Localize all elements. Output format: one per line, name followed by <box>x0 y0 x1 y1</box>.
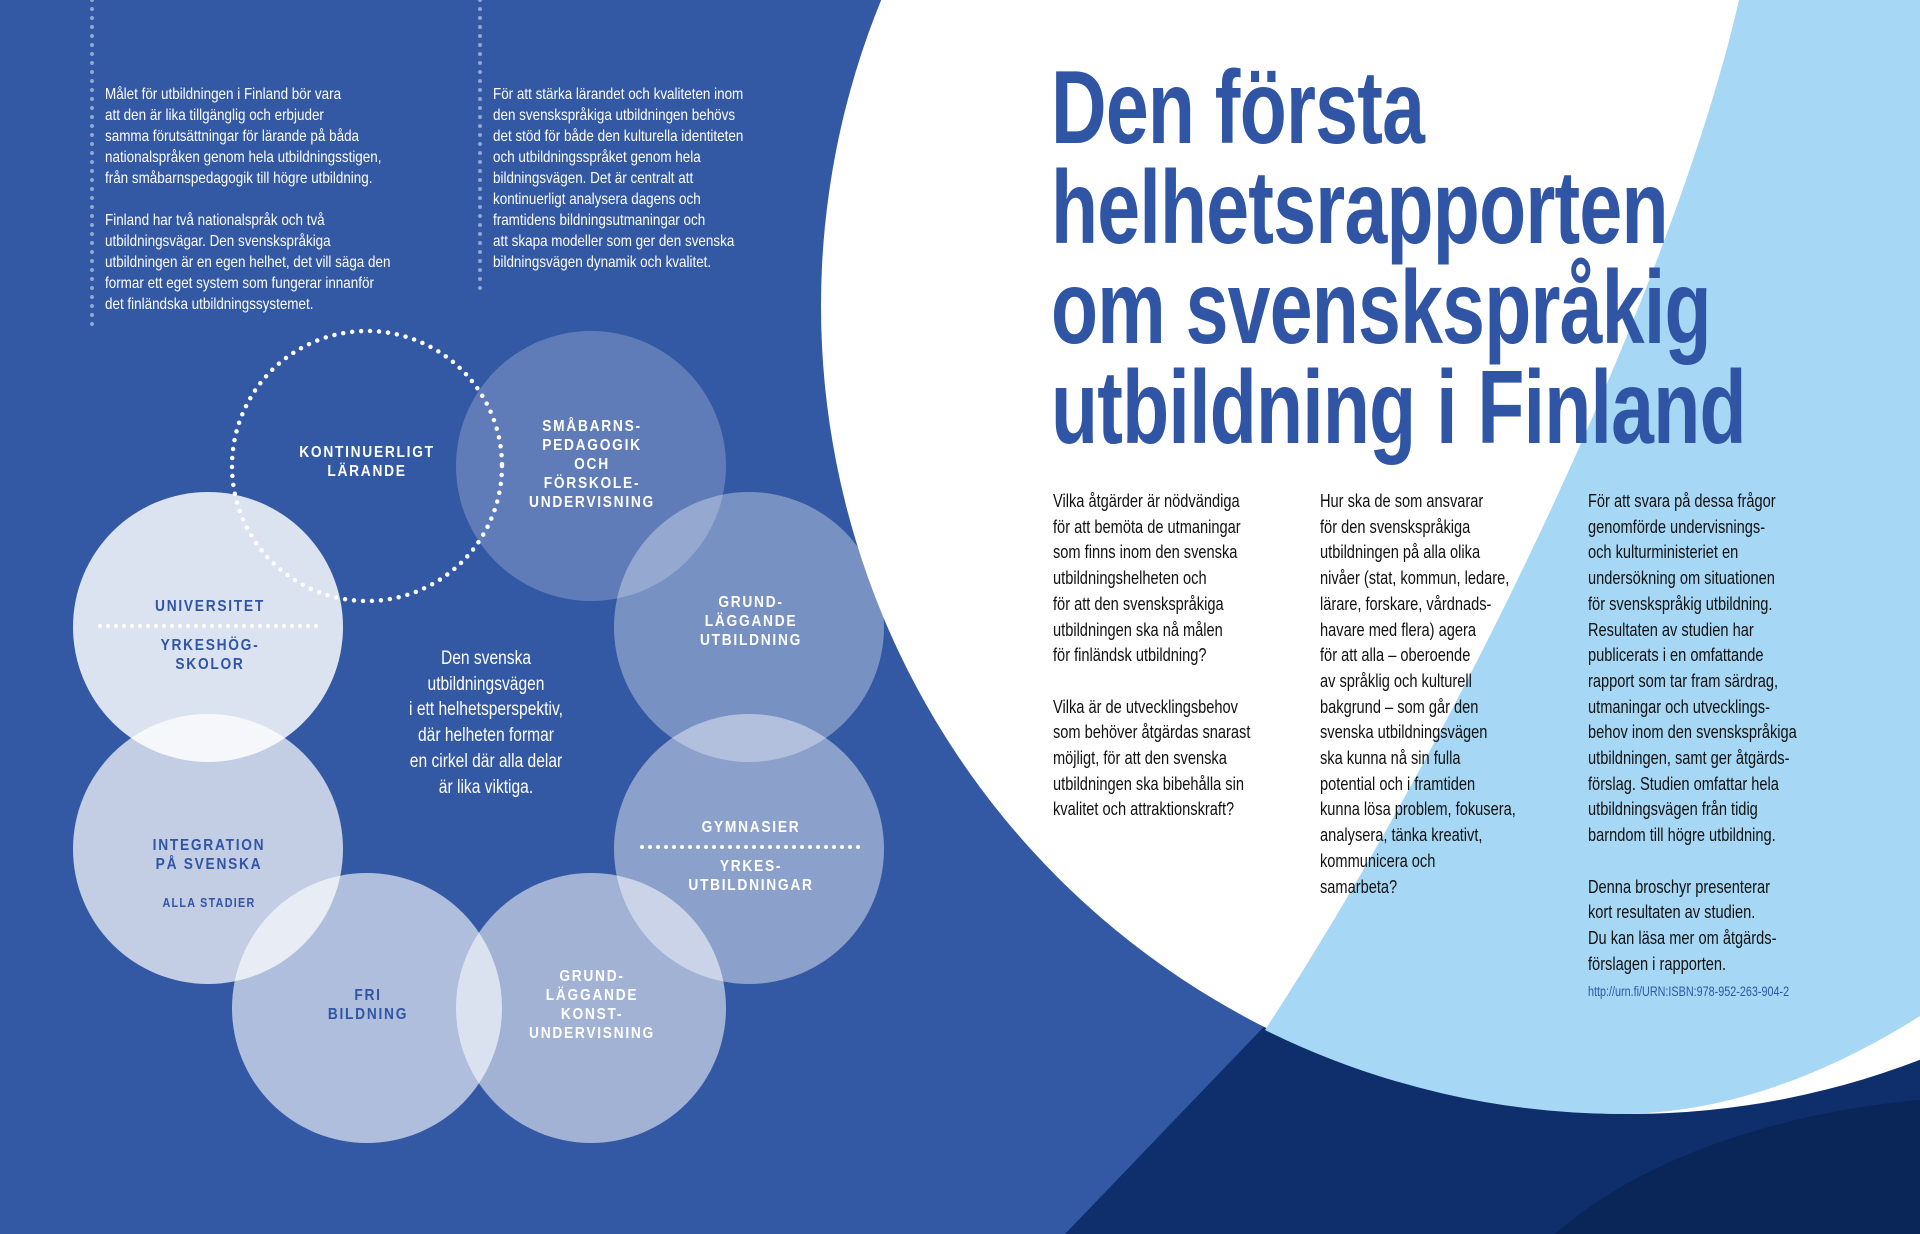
intro-text-left: Målet för utbildningen i Finland bör vara att den är lika tillgänglig och erbjuder samma förutsättningar för lärande på båda nationalspråken genom hela utbildningsstigen, från småbarnspedagogik till högre utbildning. Finland har två nationalspråk och två utbildningsvägar. Den svenskspråkiga utbildningen är en egen helhet, det vill säga den formar ett eget system som fungerar innanför det finländska utbildningssystemet. <box>105 86 391 313</box>
text-column-1: Vilka åtgärder är nödvändiga för att bemöta de utmaningar som finns inom den svenska utbildningshelheten och för att den svenskspråkiga utbildningen ska nå målen för finländsk utbildning? Vilka är de utvecklingsbehov som behöver åtgärdas snarast möjligt, för att den svenska utbildningen ska bibehålla sin kvalitet och attraktionskraft? <box>1053 490 1251 820</box>
label-konstundervisning: GRUND- LÄGGANDE KONST- UNDERVISNING <box>529 968 655 1042</box>
text-column-3: För att svara på dessa frågor genomförde undervisnings- och kulturministeriet en undersökning om situationen för svenskspråkig utbildning. Resultaten av studien har publicerats i en omfattande rapport som tar fram särdrag, utmaningar och utvecklings- behov inom den svenskspråkiga utbildningen, samt ger åtgärds- förslag. Studien omfattar hela utbildningsvägen från tidig barndom till högre utbildning. Denna broschyr presenterar kort resultaten av studien. Du kan läsa mer om åtgärds- förslagen i rapporten. <box>1588 490 1797 974</box>
text-column-2: Hur ska de som ansvarar för den svenskspråkiga utbildningen på alla olika nivåer (stat, kommun, ledare, lärare, forskare, vårdnads- havare med flera) agera för att alla – oberoende av språklig och kulturell bakgrund – som går den svenska utbildningsvägen ska kunna nå sin fulla potential och i framtiden kunna lösa problem, fokusera, analysera, tänka kreativt, kommunicera och samarbeta? <box>1320 490 1516 897</box>
label-integration <box>97 817 321 913</box>
label-grundlaggande-utbildning: GRUND- LÄGGANDE UTBILDNING <box>699 594 803 649</box>
label-yrkeshogskolor: YRKESHÖG- SKOLOR <box>160 637 260 673</box>
diagram-center-text: Den svenska utbildningsvägen i ett helhetsperspektiv, där helheten formar en cirkel där alla delar är lika viktiga. <box>409 648 563 798</box>
page-title: Den första helhetsrapporten om svenskspråkig utbildning i Finland <box>1051 50 1746 466</box>
label-fri-bildning: FRI BILDNING <box>327 987 409 1023</box>
label-smabarnspedagogik: SMÅBARNS- PEDAGOGIK OCH FÖRSKOLE- UNDERVISNING <box>529 418 655 511</box>
label-integration-sub: ALLA STADIER <box>162 896 256 910</box>
report-link[interactable]: http://urn.fi/URN:ISBN:978-952-263-904-2 <box>1588 984 1790 999</box>
label-universitet: UNIVERSITET <box>155 598 265 615</box>
circle-universitet <box>73 492 343 762</box>
intro-text-right: För att stärka lärandet och kvaliteten inom den svenskspråkiga utbildningen behövs det stöd för både den kulturella identiteten och utbildningsspråket genom hela bildningsvägen. Det är centralt att kontinuerligt analysera dagens och framtidens bildningsutmaningar och att skapa modeller som ger den svenska bildningsvägen dynamik och kvalitet. <box>493 86 744 271</box>
label-integration-main: INTEGRATION PÅ SVENSKA <box>152 837 266 873</box>
label-kontinuerligt-larande: KONTINUERLIGT LÄRANDE <box>299 444 435 480</box>
label-yrkesutbildningar: YRKES- UTBILDNINGAR <box>688 858 814 894</box>
label-gymnasier: GYMNASIER <box>701 819 801 836</box>
